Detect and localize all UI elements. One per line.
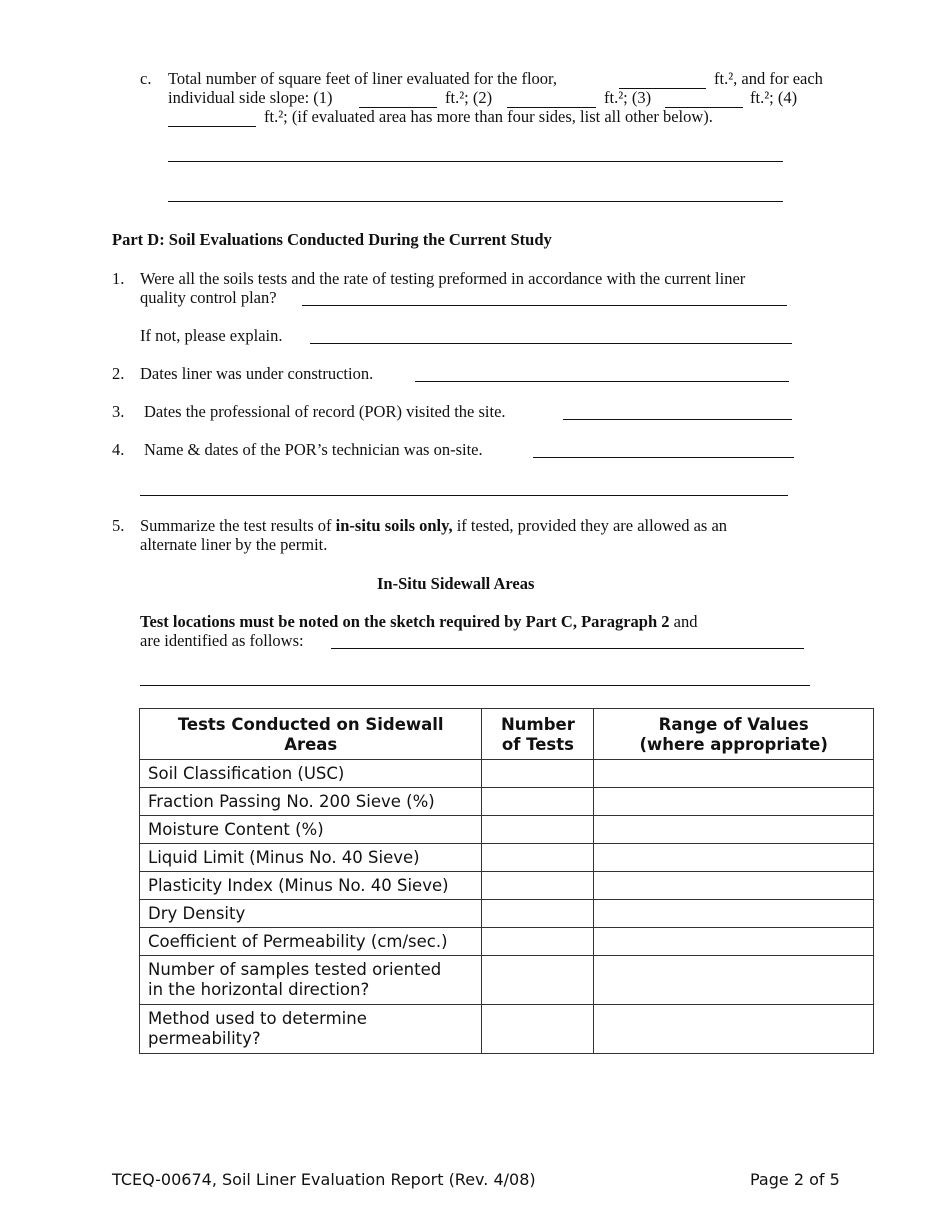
range-of-values-cell[interactable] [594,1005,874,1054]
table-row [140,844,874,872]
q5-line2: alternate liner by the permit. [140,535,328,554]
other-sides-blank-2[interactable] [168,201,783,202]
range-of-values-cell[interactable] [594,956,874,1005]
table-row [140,760,874,788]
test-name-cell: Plasticity Index (Minus No. 40 Sieve) [140,872,482,900]
q3-number: 3. [112,402,125,421]
item-c-line1-end: ft.², and for each [714,69,823,88]
q1-explain-label: If not, please explain. [140,326,283,345]
sidewall-note: Test locations must be noted on the sketch required by Part C, Paragraph 2 and [140,612,698,631]
number-of-tests-cell[interactable] [482,816,594,844]
sidewall-tests-table [139,708,874,1054]
number-of-tests-cell[interactable] [482,900,594,928]
item-c-ft2-1: ft.²; (2) [445,88,493,107]
test-locations-blank-2[interactable] [140,685,810,686]
range-of-values-cell[interactable] [594,928,874,956]
test-name-cell: Liquid Limit (Minus No. 40 Sieve) [140,844,482,872]
number-of-tests-cell[interactable] [482,928,594,956]
table-header-row [140,709,874,760]
footer-form-id: TCEQ-00674, Soil Liner Evaluation Report (Rev. 4/08) [112,1170,536,1189]
table-row [140,816,874,844]
q2-answer-blank[interactable] [415,381,789,382]
number-of-tests-cell[interactable] [482,844,594,872]
q1-line2: quality control plan? [140,288,277,307]
header-range-of-values: Range of Values (where appropriate) [594,709,874,760]
other-sides-blank-1[interactable] [168,161,783,162]
q5-number: 5. [112,516,125,535]
q2-text: Dates liner was under construction. [140,364,374,383]
range-of-values-cell[interactable] [594,788,874,816]
table-row [140,956,874,1005]
range-of-values-cell[interactable] [594,760,874,788]
table-row [140,1005,874,1054]
item-c-marker: c. [140,69,152,88]
table-row [140,900,874,928]
table-row [140,788,874,816]
range-of-values-cell[interactable] [594,900,874,928]
q1-number: 1. [112,269,125,288]
header-number-of-tests: Number of Tests [482,709,594,760]
number-of-tests-cell[interactable] [482,956,594,1005]
q4-answer-blank[interactable] [533,457,794,458]
item-c-line2-text: individual side slope: (1) [168,88,333,107]
sidewall-heading: In-Situ Sidewall Areas [377,574,535,593]
item-c-ft2-2: ft.²; (3) [604,88,652,107]
test-name-cell: Moisture Content (%) [140,816,482,844]
item-c-line3: ft.²; (if evaluated area has more than four sides, list all other below). [264,107,713,126]
q4-answer-blank-2[interactable] [140,495,788,496]
test-locations-blank[interactable] [331,648,804,649]
test-name-cell: Coefficient of Permeability (cm/sec.) [140,928,482,956]
q2-number: 2. [112,364,125,383]
item-c-ft2-3: ft.²; (4) [750,88,798,107]
item-c-line1-text: Total number of square feet of liner evaluated for the floor, [168,69,557,88]
number-of-tests-cell[interactable] [482,788,594,816]
range-of-values-cell[interactable] [594,816,874,844]
test-name-cell: Dry Density [140,900,482,928]
sidewall-note-line2: are identified as follows: [140,631,304,650]
table-row [140,928,874,956]
part-d-heading: Part D: Soil Evaluations Conducted During the Current Study [112,230,552,249]
q1-answer-blank[interactable] [302,305,787,306]
side-slope-4-blank[interactable] [168,126,256,127]
q1-line1: Were all the soils tests and the rate of testing preformed in accordance with the current liner [140,269,746,288]
q1-explain-blank[interactable] [310,343,792,344]
number-of-tests-cell[interactable] [482,872,594,900]
test-name-cell: Soil Classification (USC) [140,760,482,788]
number-of-tests-cell[interactable] [482,760,594,788]
header-tests-conducted: Tests Conducted on Sidewall Areas [140,709,482,760]
q4-text: Name & dates of the POR’s technician was on-site. [144,440,483,459]
test-name-cell: Number of samples tested oriented in the horizontal direction? [140,956,482,1005]
q4-number: 4. [112,440,125,459]
range-of-values-cell[interactable] [594,844,874,872]
q5-text: Summarize the test results of in-situ soils only, if tested, provided they are allowed as an [140,516,728,535]
test-name-cell: Method used to determine permeability? [140,1005,482,1054]
footer-page-number: Page 2 of 5 [750,1170,840,1189]
range-of-values-cell[interactable] [594,872,874,900]
table-row [140,872,874,900]
q3-text: Dates the professional of record (POR) visited the site. [144,402,506,421]
q3-answer-blank[interactable] [563,419,792,420]
number-of-tests-cell[interactable] [482,1005,594,1054]
test-name-cell: Fraction Passing No. 200 Sieve (%) [140,788,482,816]
